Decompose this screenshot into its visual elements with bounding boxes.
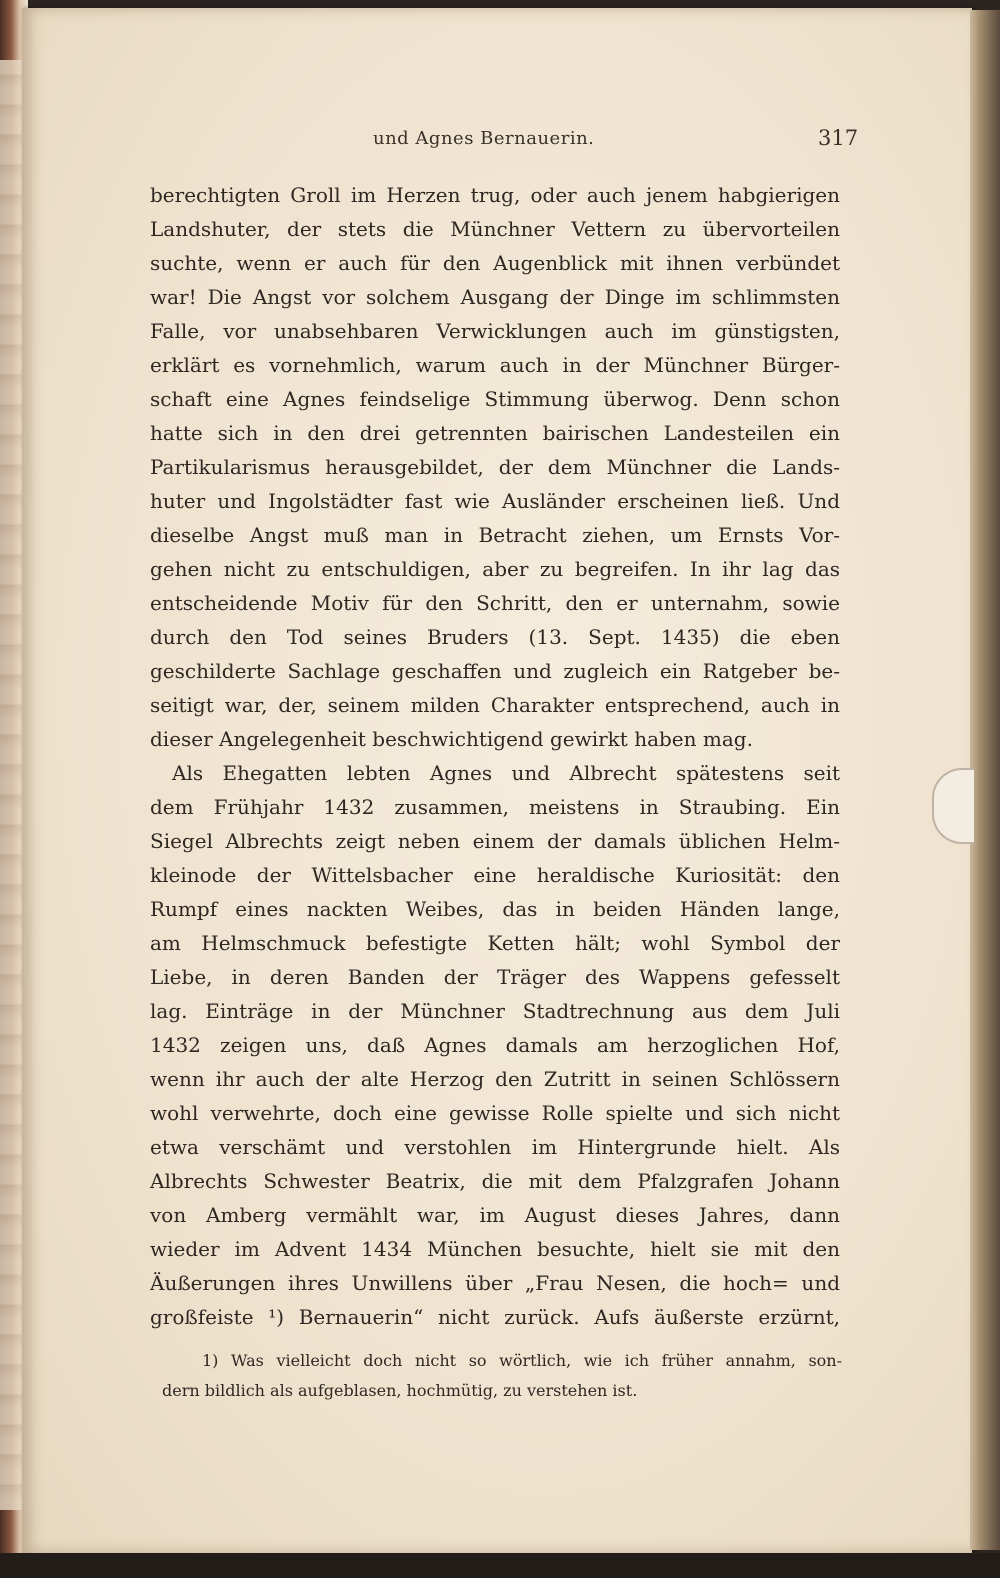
text-line: am Helmschmuck befestigte Ketten hält; wohl Symbol der: [150, 931, 840, 955]
footnote-line: 1) Was vielleicht doch nicht so wörtlich, wie ich früher annahm, son-: [202, 1351, 842, 1370]
text-line: kleinode der Wittelsbacher eine heraldische Kuriosität: den: [150, 863, 840, 887]
scan-bottom-border: [0, 1553, 1000, 1578]
text-line: entscheidende Motiv für den Schritt, den er unternahm, sowie: [150, 591, 840, 615]
text-line: lag. Einträge in der Münchner Stadtrechnung aus dem Juli: [150, 999, 840, 1023]
text-line: Äußerungen ihres Unwillens über „Frau Nesen, die hoch= und: [150, 1271, 840, 1295]
text-line: Rumpf eines nackten Weibes, das in beiden Händen lange,: [150, 897, 840, 921]
text-line: wieder im Advent 1434 München besuchte, hielt sie mit den: [150, 1237, 840, 1261]
text-line: dieser Angelegenheit beschwichtigend gewirkt haben mag.: [150, 727, 753, 751]
text-line: Siegel Albrechts zeigt neben einem der damals üblichen Helm-: [150, 829, 840, 853]
text-line: seitigt war, der, seinem milden Charakter entsprechend, auch in: [150, 693, 840, 717]
text-line: hatte sich in den drei getrennten bairischen Landesteilen ein: [150, 421, 840, 445]
body-text: [150, 178, 840, 1334]
text-line: geschilderte Sachlage geschaffen und zugleich ein Ratgeber be-: [150, 659, 840, 683]
text-line: etwa verschämt und verstohlen im Hintergrunde hielt. Als: [150, 1135, 840, 1159]
text-line: wohl verwehrte, doch eine gewisse Rolle spielte und sich nicht: [150, 1101, 840, 1125]
page-stack-edge: [970, 10, 1000, 1550]
text-line: Partikularismus herausgebildet, der dem Münchner die Lands-: [150, 455, 840, 479]
text-line: von Amberg vermählt war, im August dieses Jahres, dann: [150, 1203, 840, 1227]
text-line: dieselbe Angst muß man in Betracht ziehen, um Ernsts Vor-: [150, 523, 840, 547]
text-line: Falle, vor unabsehbaren Verwicklungen auch im günstigsten,: [150, 319, 840, 343]
text-line: huter und Ingolstädter fast wie Ausländer erscheinen ließ. Und: [150, 489, 840, 513]
text-line: berechtigten Groll im Herzen trug, oder auch jenem habgierigen: [150, 183, 840, 207]
text-line: 1432 zeigen uns, daß Agnes damals am herzoglichen Hof,: [150, 1033, 840, 1057]
text-line: Albrechts Schwester Beatrix, die mit dem Pfalzgrafen Johann: [150, 1169, 840, 1193]
text-line: Landshuter, der stets die Münchner Vettern zu übervorteilen: [150, 217, 840, 241]
text-line: großfeiste ¹) Bernauerin“ nicht zurück. Aufs äußerste erzürnt,: [150, 1305, 840, 1329]
footnotes: [162, 1346, 842, 1406]
text-line: Als Ehegatten lebten Agnes und Albrecht spätestens seit: [172, 761, 840, 785]
page-header: [0, 128, 1000, 158]
text-line: erklärt es vornehmlich, warum auch in der Münchner Bürger-: [150, 353, 840, 377]
page-number: 317: [818, 126, 859, 150]
text-line: schaft eine Agnes feindselige Stimmung überwog. Denn schon: [150, 387, 840, 411]
running-title: und Agnes Bernauerin.: [373, 128, 595, 149]
text-line: Liebe, in deren Banden der Träger des Wappens gefesselt: [150, 965, 840, 989]
text-line: suchte, wenn er auch für den Augenblick mit ihnen verbündet: [150, 251, 840, 275]
text-line: wenn ihr auch der alte Herzog den Zutritt in seinen Schlössern: [150, 1067, 840, 1091]
text-line: durch den Tod seines Bruders (13. Sept. 1435) die eben: [150, 625, 840, 649]
text-line: dem Frühjahr 1432 zusammen, meistens in Straubing. Ein: [150, 795, 840, 819]
text-line: war! Die Angst vor solchem Ausgang der Dinge im schlimmsten: [150, 285, 840, 309]
footnote-line: dern bildlich als aufgeblasen, hochmütig, zu verstehen ist.: [162, 1381, 638, 1400]
text-line: gehen nicht zu entschuldigen, aber zu begreifen. In ihr lag das: [150, 557, 840, 581]
page-clip: [932, 768, 974, 844]
